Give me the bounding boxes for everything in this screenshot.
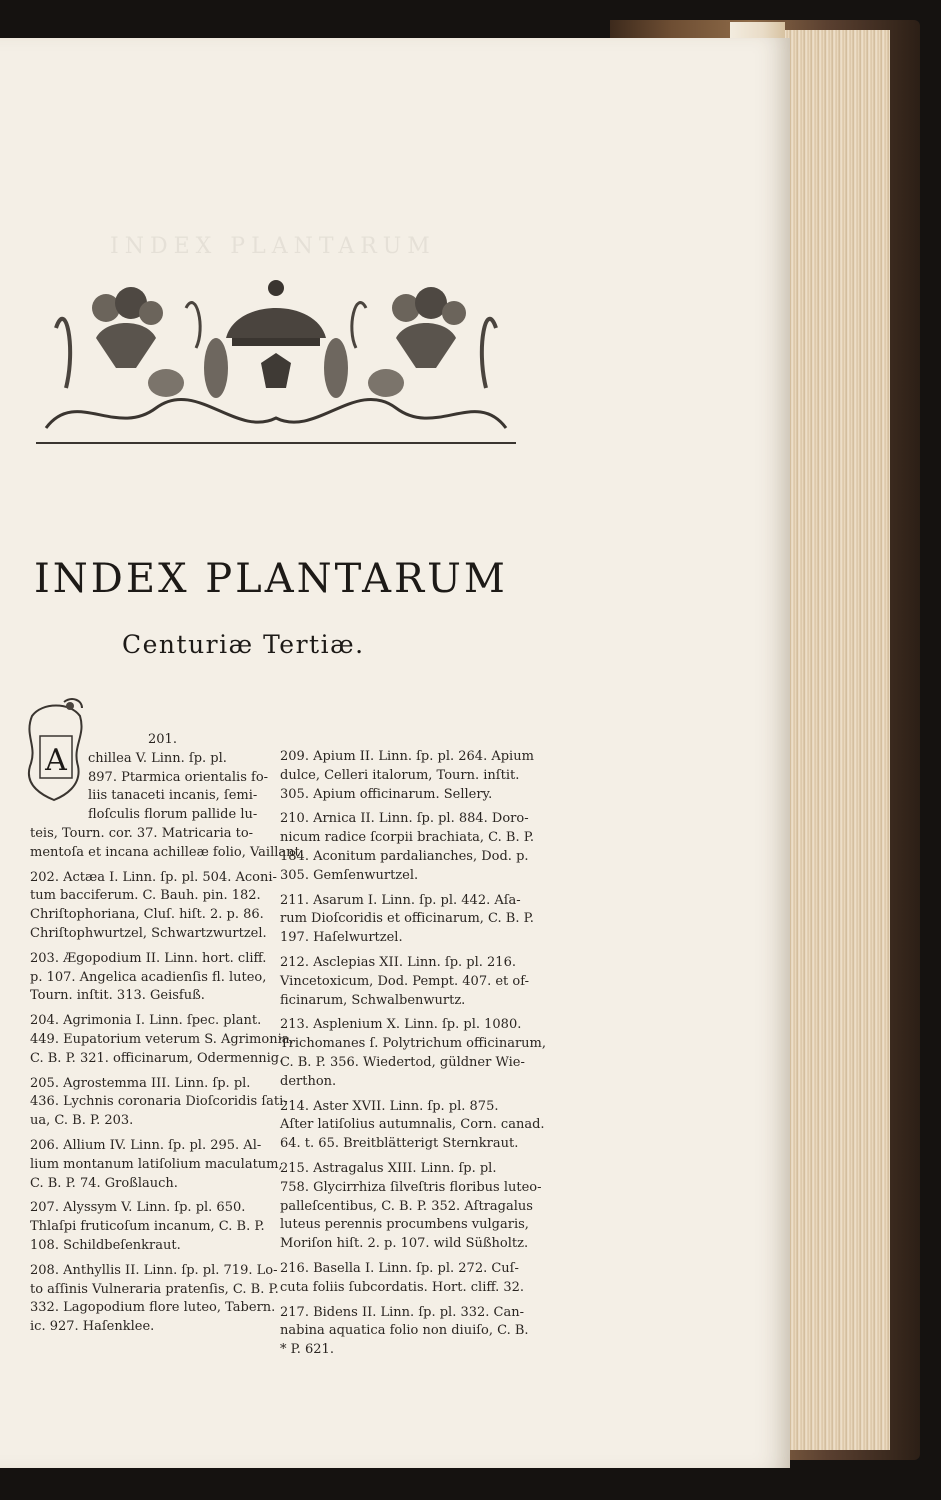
entry-line: 184. Aconitum pardalianches, Dod. p. <box>280 848 529 864</box>
entry-line: derthon. <box>280 1073 337 1089</box>
entry-line: 449. Eupatorium veterum S. Agrimonia, <box>30 1031 294 1047</box>
entry-line: C. B. P. 74. Großlauch. <box>30 1175 178 1191</box>
entry-line: rum Dioſcoridis et officinarum, C. B. P. <box>280 911 534 927</box>
index-entry <box>280 748 546 804</box>
entry-line: 207. Alyssym V. Linn. ſp. pl. 650. <box>30 1200 246 1216</box>
entry-line: 215. Astragalus XIII. Linn. ſp. pl. <box>280 1160 497 1176</box>
entry-line: C. B. P. 321. officinarum, Odermennig. <box>30 1050 284 1066</box>
entry-line: ic. 927. Haſenklee. <box>30 1319 155 1335</box>
entry-line: teis, Tourn. cor. 37. Matricaria to- <box>30 825 254 841</box>
entry-line: Chriſtophwurtzel, Schwartzwurtzel. <box>30 925 267 941</box>
index-entry <box>30 731 304 863</box>
index-entry <box>280 892 546 948</box>
entry-line: chillea V. Linn. ſp. pl. <box>88 750 227 766</box>
entry-line: 203. Ægopodium II. Linn. hort. cliff. <box>30 950 267 966</box>
drop-cap-letter: A <box>45 743 67 778</box>
show-through-heading: INDEX PLANTARUM <box>110 234 436 259</box>
entry-line: Thlaſpi fruticoſum incanum, C. B. P. <box>30 1219 265 1235</box>
entry-line: dulce, Celleri italorum, Tourn. inſtit. <box>280 767 520 783</box>
entry-line: palleſcentibus, C. B. P. 352. Aſtragalus <box>280 1198 533 1214</box>
right-column <box>280 748 546 1366</box>
entry-line: 758. Glycirrhiza ſilveſtris floribus luteo- <box>280 1179 542 1195</box>
entry-line: 211. Asarum I. Linn. ſp. pl. 442. Aſa- <box>280 892 521 908</box>
entry-line: nabina aquatica folio non diuiſo, C. B. <box>280 1323 529 1339</box>
entry-line: 197. Haſelwurtzel. <box>280 930 403 946</box>
index-entry <box>30 869 304 944</box>
index-entry <box>30 1199 304 1255</box>
entry-line: 204. Agrimonia I. Linn. ſpec. plant. <box>30 1013 262 1029</box>
entry-line: 210. Arnica II. Linn. ſp. pl. 884. Doro- <box>280 811 529 827</box>
entry-line: to aſſinis Vulneraria pratenſis, C. B. P. <box>30 1281 279 1297</box>
index-entry <box>280 1304 546 1360</box>
entry-line: floſculis florum pallide lu- <box>88 807 258 823</box>
index-entry <box>30 1075 304 1131</box>
entry-line: Chriſtophoriana, Cluſ. hiſt. 2. p. 86. <box>30 907 264 923</box>
entry-line: tum bacciferum. C. Bauh. pin. 182. <box>30 888 261 904</box>
entry-line: 202. Actæa I. Linn. ſp. pl. 504. Aconi- <box>30 869 277 885</box>
entry-line: ficinarum, Schwalbenwurtz. <box>280 992 466 1008</box>
entry-line: 212. Asclepias XII. Linn. ſp. pl. 216. <box>280 954 516 970</box>
index-entry <box>280 1098 546 1154</box>
decorative-headpiece <box>36 268 516 448</box>
entry-line: p. 107. Angelica acadienſis fl. luteo, <box>30 969 267 985</box>
entry-line: C. B. P. 356. Wiedertod, güldner Wie- <box>280 1054 525 1070</box>
entry-line: 216. Basella I. Linn. ſp. pl. 272. Cuſ- <box>280 1260 519 1276</box>
entry-line: 206. Allium IV. Linn. ſp. pl. 295. Al- <box>30 1137 262 1153</box>
entry-line: cuta foliis ſubcordatis. Hort. cliff. 32. <box>280 1279 525 1295</box>
entry-line: Tourn. inſtit. 313. Geisfuß. <box>30 988 205 1004</box>
entry-line: 305. Gemſenwurtzel. <box>280 867 419 883</box>
entry-gap <box>280 1360 546 1366</box>
entry-line: 897. Ptarmica orientalis fo- <box>88 769 269 785</box>
entry-line: Moriſon hiſt. 2. p. 107. wild Süßholtz. <box>280 1236 529 1252</box>
book-page <box>0 38 790 1468</box>
entry-line: 305. Apium officinarum. Sellery. <box>280 786 493 802</box>
entry-line: Vincetoxicum, Dod. Pempt. 407. et of- <box>280 973 529 989</box>
entry-line: 205. Agrostemma III. Linn. ſp. pl. <box>30 1075 251 1091</box>
entry-line: 214. Aster XVII. Linn. ſp. pl. 875. <box>280 1098 499 1114</box>
page-subtitle: Centuriæ Tertiæ. <box>122 630 365 659</box>
entry-line: 208. Anthyllis II. Linn. ſp. pl. 719. Lo- <box>30 1262 278 1278</box>
index-entry <box>280 1160 546 1254</box>
entry-line: lium montanum latiſolium maculatum, <box>30 1156 283 1172</box>
entry-line: 213. Asplenium X. Linn. ſp. pl. 1080. <box>280 1017 522 1033</box>
index-entry <box>30 1137 304 1193</box>
index-entry <box>280 1016 546 1091</box>
page-title: INDEX PLANTARUM <box>34 556 508 602</box>
entry-line: 201. <box>148 732 177 747</box>
entry-line: Trichomanes ſ. Polytrichum officinarum, <box>280 1036 547 1052</box>
left-column <box>30 731 304 1343</box>
entry-line: 209. Apium II. Linn. ſp. pl. 264. Apium <box>280 749 534 764</box>
index-entry <box>30 1012 304 1068</box>
entry-line: mentoſa et incana achilleæ folio, Vaillant. <box>30 844 304 860</box>
entry-line: 436. Lychnis coronaria Dioſcoridis ſati- <box>30 1094 288 1110</box>
entry-line: * P. 621. <box>280 1342 334 1358</box>
entry-line: ua, C. B. P. 203. <box>30 1113 134 1129</box>
index-entry <box>280 1260 546 1298</box>
index-entry <box>280 810 546 885</box>
entry-line: 108. Schildbeſenkraut. <box>30 1237 181 1253</box>
index-entry <box>30 950 304 1006</box>
entry-line: 332. Lagopodium flore luteo, Tabern. <box>30 1300 276 1316</box>
entry-line: luteus perennis procumbens vulgaris, <box>280 1217 529 1233</box>
entry-line: 217. Bidens II. Linn. ſp. pl. 332. Can- <box>280 1304 524 1320</box>
index-entry <box>30 1262 304 1337</box>
entry-gap <box>30 1337 304 1343</box>
entry-line: nicum radice ſcorpii brachiata, C. B. P. <box>280 830 534 846</box>
entry-line: 64. t. 65. Breitblätterigt Sternkraut. <box>280 1136 519 1152</box>
index-entry <box>280 954 546 1010</box>
entry-line: liis tanaceti incanis, ſemi- <box>88 788 258 804</box>
entry-line: Aſter latiſolius autumnalis, Corn. canad. <box>280 1117 545 1133</box>
